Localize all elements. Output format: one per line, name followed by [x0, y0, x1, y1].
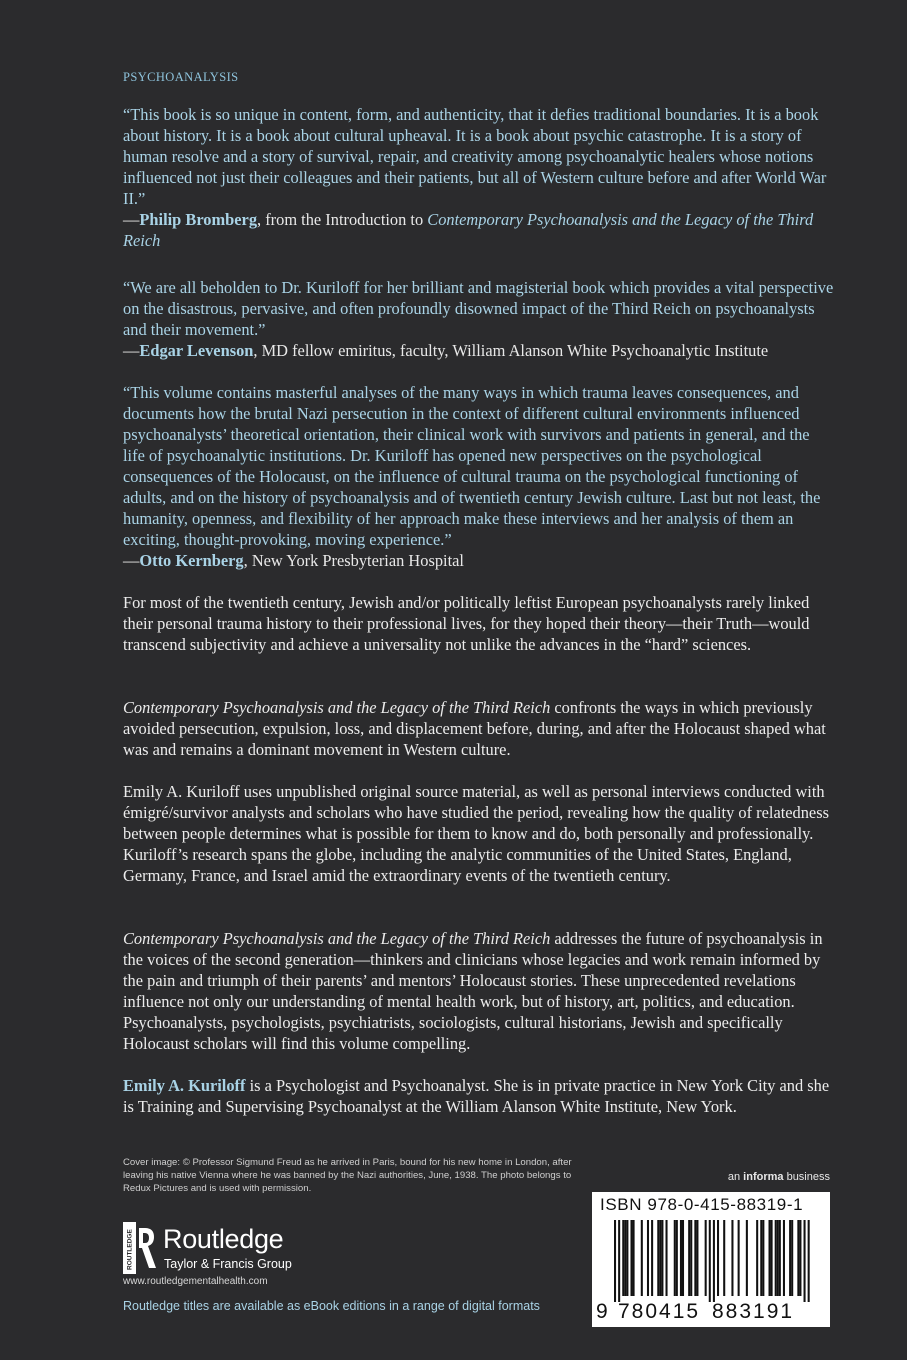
barcode-bar — [777, 1220, 779, 1296]
endorser-name: Edgar Levenson — [139, 341, 254, 360]
publisher-url[interactable]: www.routledgementalhealth.com — [123, 1276, 268, 1287]
barcode-bar — [682, 1220, 684, 1296]
barcode-bar — [797, 1220, 799, 1296]
quote-attribution: —Edgar Levenson, MD fellow emiritus, faculty, William Alanson White Psychoanalytic Institute — [123, 341, 769, 360]
description-paragraph-2: Contemporary Psychoanalysis and the Legacy of the Third Reich confronts the ways in which previously avoided persecution, expulsion, loss, and displacement before, during, and after the Holocaust shaped what was and remains a dominant movement in Western culture. — [123, 698, 826, 759]
barcode-bar — [804, 1220, 806, 1302]
barcode-bar — [738, 1220, 740, 1296]
book-title-italic: Contemporary Psychoanalysis and the Legacy of the Third Reich — [123, 698, 551, 717]
quote-text: “We are all beholden to Dr. Kuriloff for her brilliant and magisterial book which provides a vital perspective on the disastrous, pervasive, and often profoundly disowned impact of the Third Reich on psychoanalysts and their movement.” — [123, 278, 834, 339]
barcode-bar — [622, 1220, 624, 1296]
endorsement-quote-3 — [123, 382, 835, 571]
barcode-bar — [791, 1220, 793, 1296]
barcode-bar — [647, 1220, 649, 1296]
barcode-bar — [775, 1220, 777, 1296]
cover-image-credit: Cover image: © Professor Sigmund Freud as he arrived in Paris, bound for his new home in London, after leaving his native Vienna where he was banned by the Nazi authorities, June, 1938. The photo belongs to Redux Pictures and is used with permission. — [123, 1157, 572, 1194]
barcode-bar — [779, 1220, 781, 1296]
publisher-name: Routledge — [163, 1224, 284, 1254]
publisher-group: Taylor & Francis Group — [164, 1257, 292, 1271]
isbn-barcode: ISBN 978-0-415-88319-1 9 780415 883191 — [592, 1192, 830, 1327]
quote-text: “This volume contains masterful analyses of the many ways in which trauma leaves consequences, and documents how the brutal Nazi persecution in the context of different cultural environments influenced psychoanalysts’ theoretical orientation, their clinical work with survivors and patients in general, and the life of psychoanalytic institutions. Dr. Kuriloff has opened new perspectives on the psychological consequences of the Holocaust, on the influence of cultural trauma on the psychological functioning of adults, and on the history of psychoanalysis and of twentieth century Jewish culture. Last but not least, the humanity, openness, and flexibility of her approach make these interviews and her analysis of them an exciting, thought-provoking, moving experience.” — [123, 383, 821, 549]
routledge-logo-icon — [123, 1222, 157, 1274]
author-bio: Emily A. Kuriloff is a Psychologist and Psychoanalyst. She is in private practice in New York City and she is Training and Supervising Psychoanalyst at the William Alanson White Institute, New York. — [123, 1076, 830, 1116]
barcode-bar — [680, 1220, 682, 1296]
barcode-bar — [762, 1220, 764, 1296]
barcode-bar — [789, 1220, 791, 1296]
barcode-bar — [709, 1220, 711, 1302]
barcode-bar — [614, 1220, 616, 1302]
barcode-bar — [705, 1220, 707, 1296]
endorser-name: Philip Bromberg — [139, 210, 258, 229]
quote-text: “This book is so unique in content, form, and authenticity, that it defies traditional boundaries. It is a book about history. It is a book about cultural upheaval. It is a book about psychic catastrophe. It is a story of human resolve and a story of survival, repair, and creativity among psychoanalytic healers whose notions influenced not just their colleagues and their patients, but all of Western culture before and after World War II.” — [123, 105, 827, 208]
book-title-italic: Contemporary Psychoanalysis and the Legacy of the Third Reich — [123, 210, 814, 250]
barcode-bar — [657, 1220, 659, 1296]
barcode-bar — [808, 1220, 810, 1302]
barcode-bar — [618, 1220, 620, 1302]
author-name: Emily A. Kuriloff — [123, 1076, 246, 1095]
barcode-bar — [717, 1220, 719, 1296]
barcode-bar — [760, 1220, 762, 1296]
quote-attribution: —Philip Bromberg, from the Introduction to Contemporary Psychoanalysis and the Legacy of the Third Reich — [123, 210, 814, 250]
barcode-bar — [674, 1220, 676, 1296]
barcode-bar — [771, 1220, 773, 1296]
endorsement-quote-2 — [123, 277, 835, 361]
barcode-bar — [651, 1220, 653, 1296]
informa-business-tag: an informa business — [727, 1171, 830, 1183]
barcode-bar — [696, 1220, 698, 1296]
description-paragraph-4: Contemporary Psychoanalysis and the Legacy of the Third Reich addresses the future of psychoanalysis in the voices of the second generation—thinkers and clinicians whose legacies and work remain informed by the pain and triumph of their parents’ and mentors’ Holocaust stories. These unprecedented revelations influence not only our understanding of mental health work, but of history, art, politics, and education. Psychoanalysts, psychologists, psychiatrists, sociologists, cultural historians, Jewish and specifically Holocaust scholars will find this volume compelling. — [123, 929, 823, 1053]
barcode-bar — [626, 1220, 628, 1296]
barcode-bar — [769, 1220, 771, 1296]
barcode-bar — [799, 1220, 801, 1296]
quote-attribution: —Otto Kernberg, New York Presbyterian Hospital — [123, 551, 464, 570]
barcode-bar — [661, 1220, 663, 1296]
barcode-bar — [783, 1220, 785, 1296]
barcode-bar — [688, 1220, 690, 1296]
barcode-bar — [659, 1220, 661, 1296]
barcode-bar — [713, 1220, 715, 1302]
barcode-bar — [694, 1220, 696, 1296]
barcode-bar — [633, 1220, 635, 1296]
isbn-label: ISBN 978-0-415-88319-1 — [600, 1195, 804, 1214]
barcode-bar — [641, 1220, 643, 1296]
endorsement-quote-1 — [123, 104, 835, 251]
logo-vertical-text: ROUTLEDGE — [126, 1229, 134, 1270]
barcode-bar — [676, 1220, 678, 1296]
barcode-bar — [630, 1220, 632, 1296]
ebook-note: Routledge titles are available as eBook editions in a range of digital formats — [123, 1299, 540, 1313]
barcode-bars — [614, 1220, 810, 1302]
barcode-bar — [666, 1220, 668, 1296]
barcode-bar — [746, 1220, 748, 1296]
barcode-bar — [756, 1220, 758, 1296]
book-title-italic: Contemporary Psychoanalysis and the Legacy of the Third Reich — [123, 929, 551, 948]
barcode-bar — [690, 1220, 692, 1296]
barcode-bar — [624, 1220, 626, 1296]
category-label: PSYCHOANALYSIS — [123, 70, 239, 84]
description-paragraph-3: Emily A. Kuriloff uses unpublished original source material, as well as personal interviews conducted with émigré/survivor analysts and scholars who have studied the period, revealing how the quality of relatedness between people determines what is possible for them to know and do, both personally and professionally. Kuriloff’s research spans the globe, including the analytic communities of the United States, England, Germany, France, and Israel amid the extraordinary events of the twentieth century. — [123, 782, 829, 885]
endorser-name: Otto Kernberg — [139, 551, 244, 570]
description-paragraph-1: For most of the twentieth century, Jewish and/or politically leftist European psychoanalysts rarely linked their personal trauma history to their professional lives, for they hoped their theory—their Truth—would transcend subjectivity and achieve a universality not unlike the advances in the “hard” sciences. — [123, 593, 810, 654]
barcode-bar — [731, 1220, 733, 1296]
barcode-bar — [723, 1220, 725, 1296]
